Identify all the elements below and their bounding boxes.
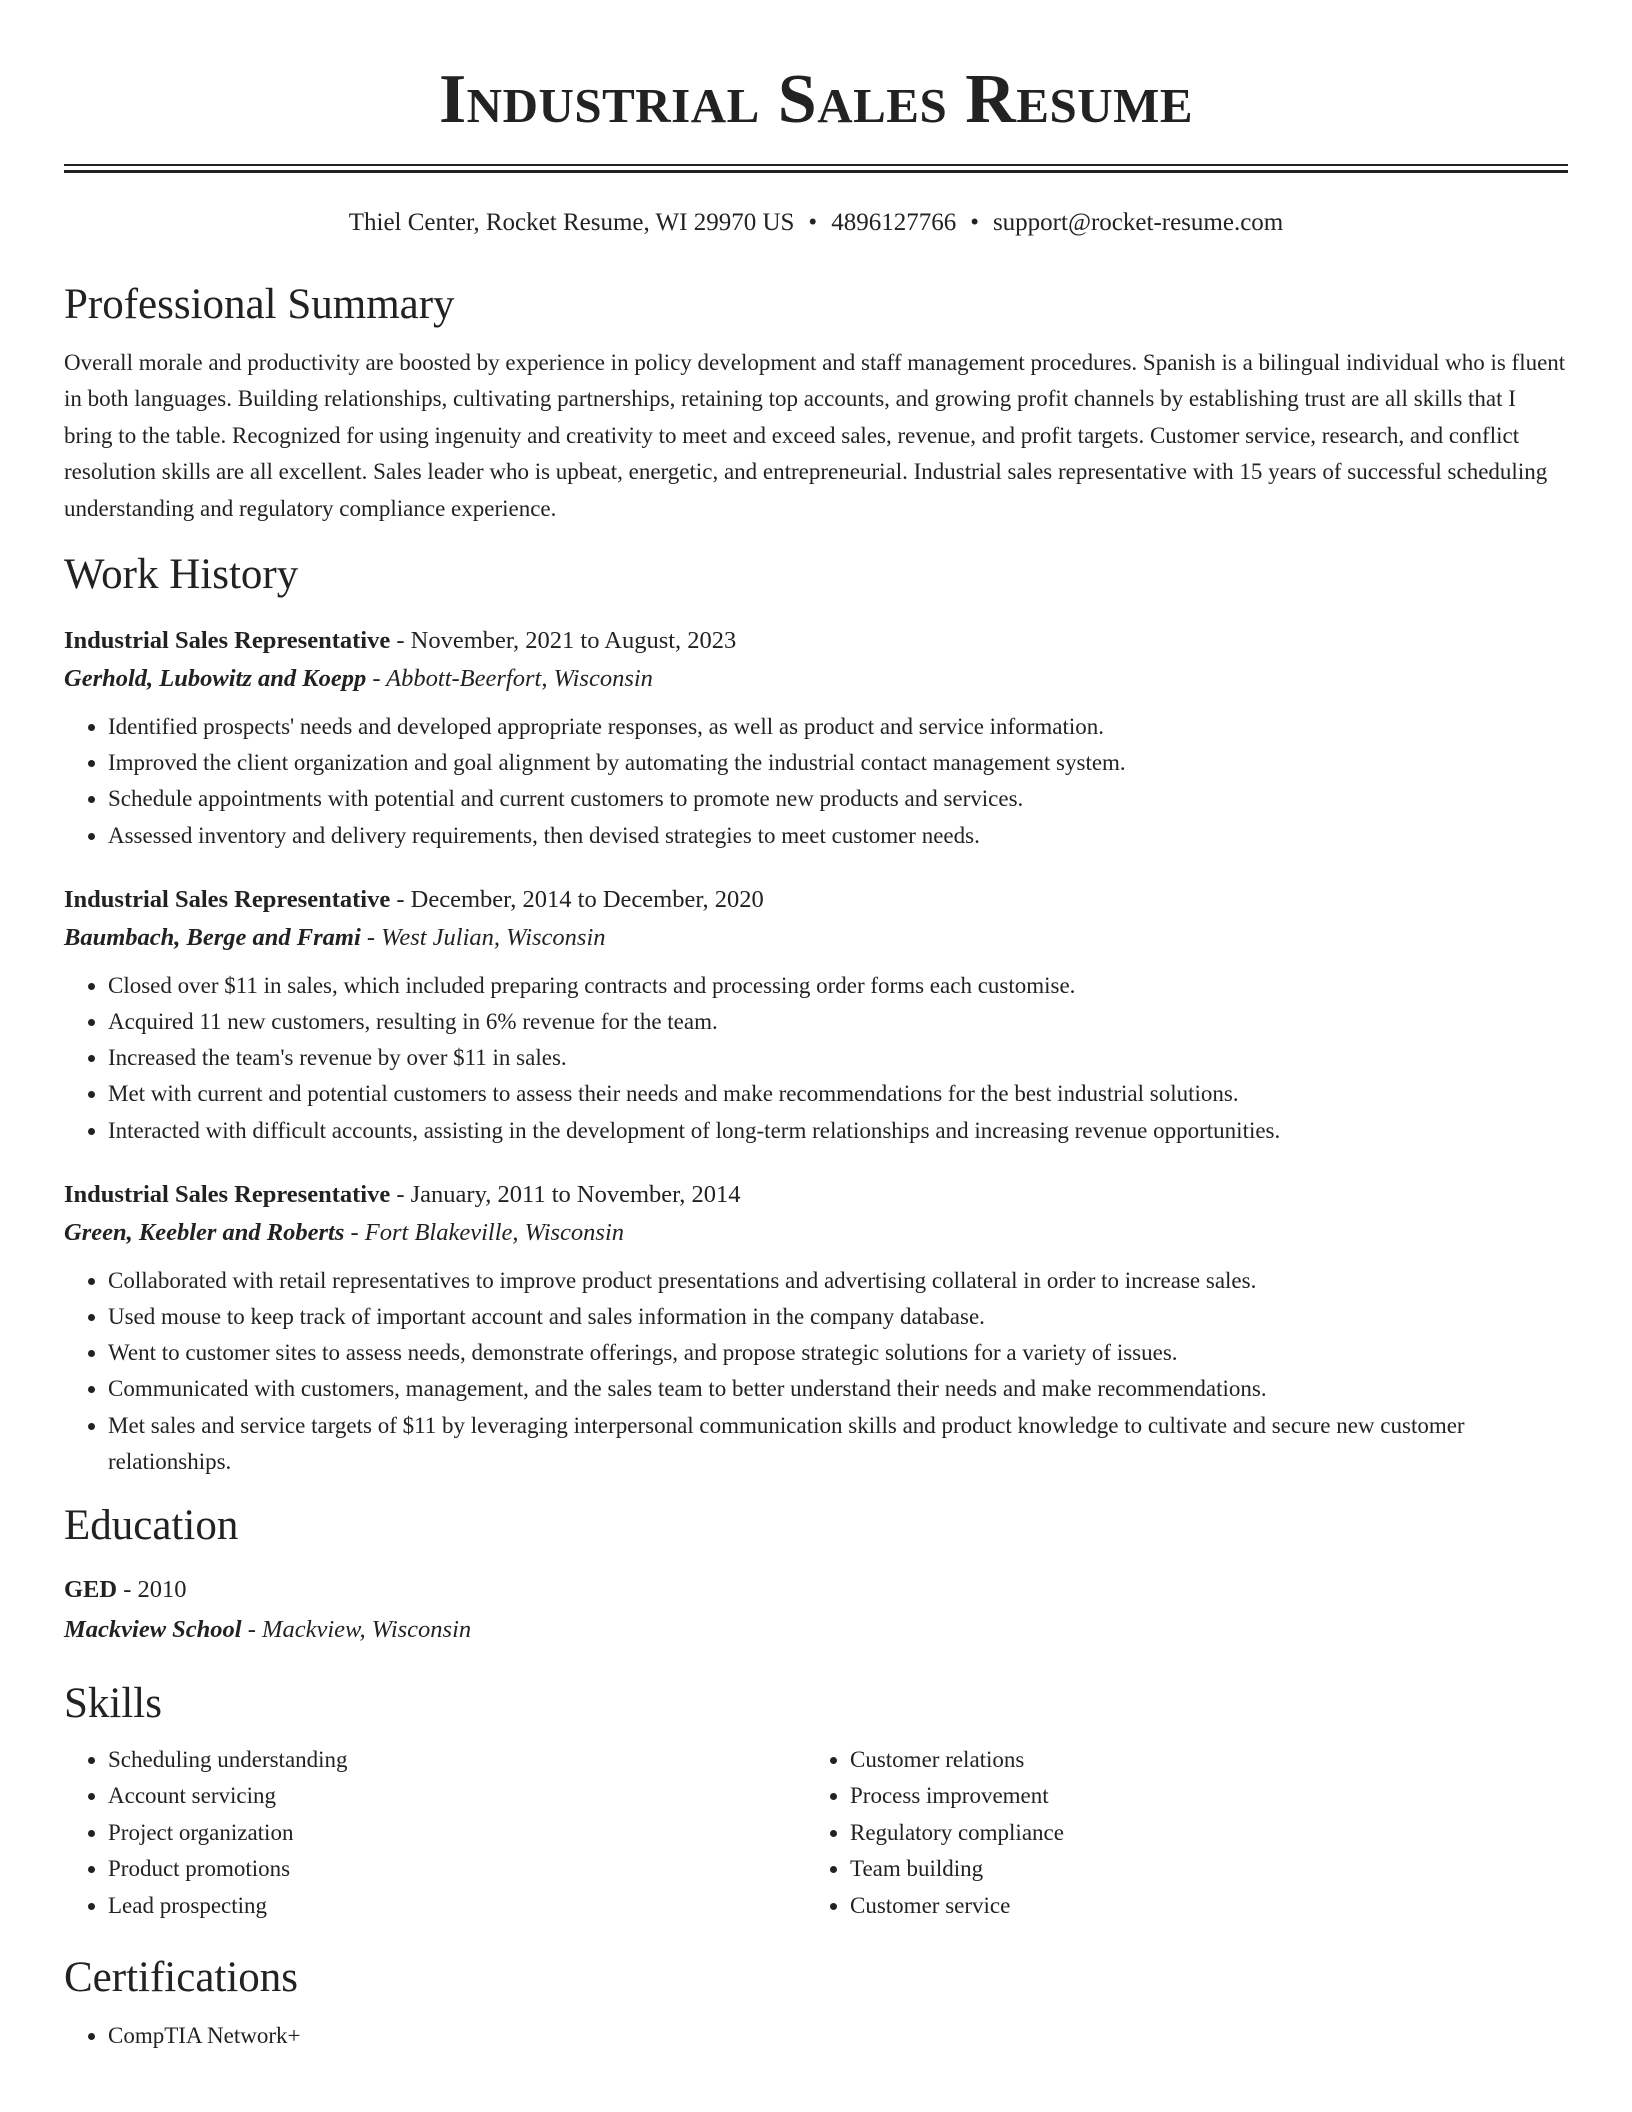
list-item: • Collaborated with retail representatives to improve product presentations and advertising collateral in order to increase sales. [108,1263,1568,1299]
contact-separator: • [808,209,818,236]
skills-heading: Skills [64,1680,162,1728]
resume-title: Industrial Sales Resume [438,61,1194,138]
list-item: • Went to customer sites to assess needs, demonstrate offerings, and propose strategic solutions for a variety of issues. [108,1335,1568,1371]
job-entry [64,623,1568,854]
list-item: • Account servicing [108,1778,806,1814]
job-title-line [64,1177,1568,1213]
job-company: Gerhold, Lubowitz and Koepp [64,665,367,693]
job-company: Baumbach, Berge and Frami [64,923,361,951]
summary-text: Overall morale and productivity are boosted by experience in policy development and staff management procedures. Spanish is a bilingual individual who is fluent in both languages. Building relationships, cultivating partnerships, retaining top accounts, and growing profit channels by establishing trust are all skills that I bring to the table. Recognized for using ingenuity and creativity to meet and exceed sales, revenue, and profit targets. Customer service, research, and conflict resolution skills are all excellent. Sales leader who is upbeat, energetic, and entrepreneurial. Industrial sales representative with 15 years of successful scheduling understanding and regulatory compliance experience. [64,350,1566,521]
summary-heading: Professional Summary [64,281,455,328]
job-company-line [64,1213,1568,1253]
job-location: - Abbott-Beerfort, Wisconsin [366,665,653,693]
list-item: • Regulatory compliance [850,1815,1548,1851]
title-divider [64,164,1568,173]
summary-section [64,279,1568,527]
work-history-section [64,549,1568,1480]
job-company: Green, Keebler and Roberts [64,1218,345,1246]
list-item: • Process improvement [850,1778,1548,1814]
education-year: - 2010 [117,1576,187,1604]
job-role: Industrial Sales Representative [64,885,391,913]
job-title-line [64,623,1568,659]
list-item: • Met with current and potential customers to assess their needs and make recommendations for the best industrial solutions. [108,1076,1568,1112]
list-item: • Scheduling understanding [108,1742,806,1778]
job-dates: - November, 2021 to August, 2023 [390,627,737,655]
list-item: • Met sales and service targets of $11 by leveraging interpersonal communication skills and product knowledge to cultivate and secure new customer relationships. [108,1408,1568,1480]
list-item: • Interacted with difficult accounts, assisting in the development of long-term relationships and increasing revenue opportunities. [108,1113,1568,1149]
job-dates: - December, 2014 to December, 2020 [390,885,764,913]
job-bullets [64,968,1568,1149]
list-item: • Product promotions [108,1851,806,1887]
list-item: • Team building [850,1851,1548,1887]
list-item: • Acquired 11 new customers, resulting in 6% revenue for the team. [108,1004,1568,1040]
job-role: Industrial Sales Representative [64,1180,391,1208]
education-school-line [64,1610,1568,1650]
list-item: • Customer relations [850,1742,1548,1778]
certifications-heading: Certifications [64,1954,299,2002]
skills-section [64,1678,1568,1924]
list-item: • Improved the client organization and goal alignment by automating the industrial contact management system. [108,745,1568,781]
education-school: Mackview School [64,1616,242,1644]
job-role: Industrial Sales Representative [64,627,391,655]
contact-line [64,207,1568,239]
contact-phone: 4896127766 [831,209,957,236]
job-location: - Fort Blakeville, Wisconsin [344,1218,625,1246]
job-location: - West Julian, Wisconsin [360,923,606,951]
job-title-line [64,882,1568,918]
job-bullets [64,1263,1568,1480]
list-item: • Identified prospects' needs and developed appropriate responses, as well as product and service information. [108,709,1568,745]
list-item: • Communicated with customers, management, and the sales team to better understand their needs and make recommendations. [108,1371,1568,1407]
job-company-line [64,659,1568,699]
list-item: • Used mouse to keep track of important account and sales information in the company database. [108,1299,1568,1335]
list-item: • CompTIA Network+ [108,2018,1568,2054]
contact-email: support@rocket-resume.com [992,209,1284,236]
contact-address: Thiel Center, Rocket Resume, WI 29970 US [348,209,795,236]
resume-page [64,0,1568,2054]
skills-list-right [806,1742,1548,1924]
education-degree: GED [64,1576,118,1604]
job-dates: - January, 2011 to November, 2014 [390,1180,741,1208]
job-company-line [64,918,1568,958]
job-bullets [64,709,1568,854]
list-item: • Assessed inventory and delivery requirements, then devised strategies to meet customer needs. [108,818,1568,854]
education-entry [64,1570,1568,1650]
education-location: - Mackview, Wisconsin [241,1616,472,1644]
list-item: • Closed over $11 in sales, which included preparing contracts and processing order forms each customise. [108,968,1568,1004]
work-history-heading: Work History [64,551,299,599]
list-item: • Customer service [850,1888,1548,1924]
skills-columns [64,1742,1568,1924]
job-entry [64,882,1568,1149]
contact-separator: • [970,209,979,236]
skills-list-left [64,1742,806,1924]
list-item: • Schedule appointments with potential and current customers to promote new products and services. [108,781,1568,817]
job-entry [64,1177,1568,1480]
education-degree-line [64,1570,1568,1610]
certifications-list [64,2018,1568,2054]
list-item: • Project organization [108,1815,806,1851]
certifications-section [64,1952,1568,2054]
list-item: • Increased the team's revenue by over $11 in sales. [108,1040,1568,1076]
education-section [64,1500,1568,1650]
education-heading: Education [64,1502,239,1550]
list-item: • Lead prospecting [108,1888,806,1924]
